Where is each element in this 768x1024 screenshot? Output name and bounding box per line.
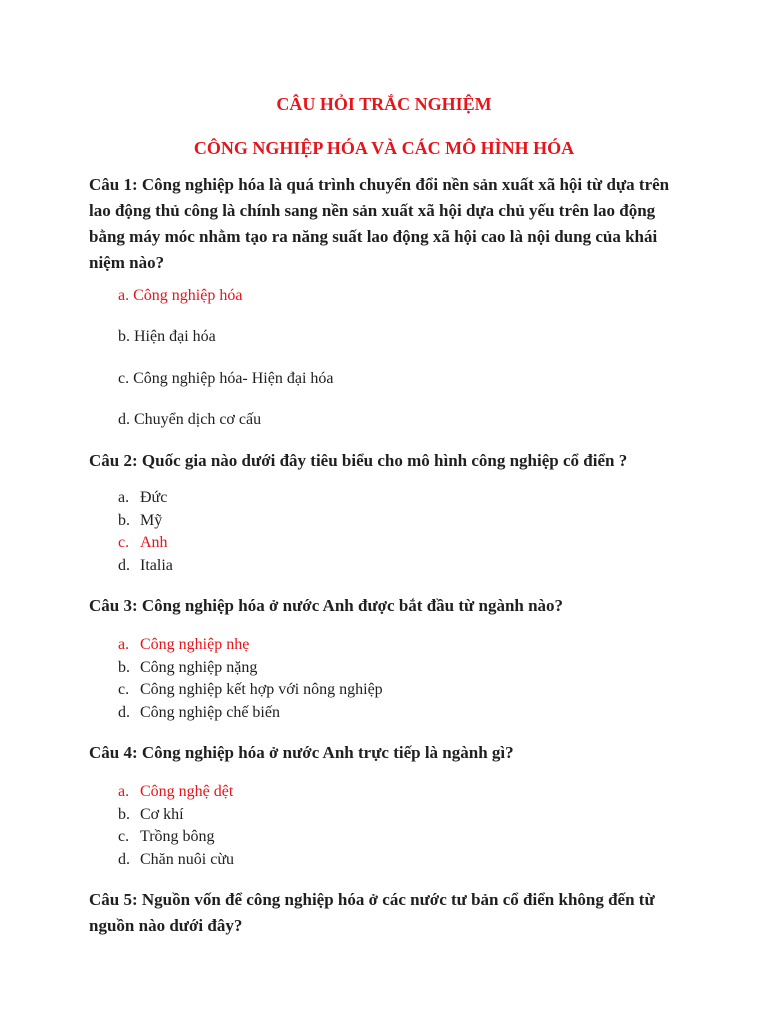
question-1-option-a: a. Công nghiệp hóa — [118, 287, 243, 304]
question-5: Câu 5: Nguồn vốn để công nghiệp hóa ở các nước tư bản cổ điển không đến từ nguồn nào dưới đây? — [89, 890, 655, 935]
question-2-option-d: d. Italia — [118, 556, 173, 574]
question-3-option-c: c. Công nghiệp kết hợp với nông nghiệp — [118, 681, 383, 698]
question-2-option-b: b. Mỹ — [118, 511, 163, 529]
question-4-option-a: a. Công nghệ dệt — [118, 783, 234, 800]
question-3-options — [118, 634, 383, 724]
question-4-option-d: d. Chăn nuôi cừu — [118, 850, 234, 868]
question-1-option-d: d. Chuyển dịch cơ cấu — [118, 411, 262, 428]
document-subtitle: CÔNG NGHIỆP HÓA VÀ CÁC MÔ HÌNH HÓA — [193, 138, 575, 158]
question-3-option-d: d. Công nghiệp chế biến — [118, 703, 280, 721]
question-4: Câu 4: Công nghiệp hóa ở nước Anh trực tiếp là ngành gì? — [89, 743, 514, 762]
question-1: Câu 1: Công nghiệp hóa là quá trình chuyển đổi nền sản xuất xã hội từ dựa trên lao động thủ công là chính sang nền sản xuất xã hội dựa chủ yếu trên lao động bằng máy móc nhằm tạo ra năng suất lao động xã hội cao là nội dung của khái niệm nào? — [89, 175, 670, 272]
question-4-options — [118, 781, 234, 871]
question-2-option-a: a. Đức — [118, 489, 168, 506]
question-4-option-b: b. Cơ khí — [118, 805, 184, 823]
question-1-option-b: b. Hiện đại hóa — [118, 328, 216, 345]
question-3-option-b: b. Công nghiệp nặng — [118, 658, 258, 676]
question-3: Câu 3: Công nghiệp hóa ở nước Anh được bắt đầu từ ngành nào? — [89, 596, 564, 615]
question-1-option-c: c. Công nghiệp hóa- Hiện đại hóa — [118, 370, 334, 387]
question-2: Câu 2: Quốc gia nào dưới đây tiêu biểu cho mô hình công nghiệp cổ điển ? — [89, 451, 628, 470]
question-2-option-c: c. Anh — [118, 534, 168, 551]
question-2-options — [118, 487, 173, 577]
question-3-option-a: a. Công nghiệp nhẹ — [118, 636, 250, 653]
question-4-option-c: c. Trồng bông — [118, 828, 215, 845]
document-title: CÂU HỎI TRẮC NGHIỆM — [276, 94, 492, 114]
